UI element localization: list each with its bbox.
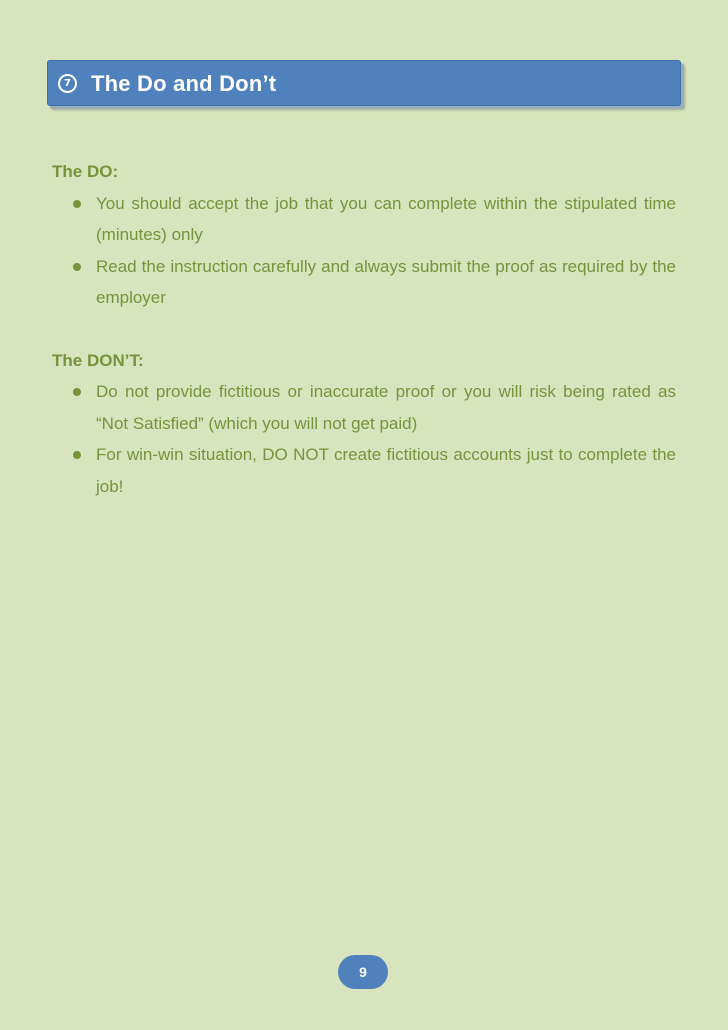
bullet-icon xyxy=(73,451,81,459)
dont-heading: The DON’T: xyxy=(52,350,144,370)
section-number: 7 xyxy=(60,76,75,91)
section-title: The Do and Don’t xyxy=(91,71,277,96)
dont-list-item xyxy=(52,439,676,502)
dont-item-text: For win-win situation, DO NOT create fictitious accounts just to complete the job! xyxy=(96,445,676,496)
page-number-badge xyxy=(338,955,388,989)
section-number-badge xyxy=(58,74,77,93)
do-list-item xyxy=(52,188,676,251)
page-number: 9 xyxy=(359,964,367,980)
bullet-icon xyxy=(73,200,81,208)
do-list xyxy=(52,188,676,314)
dont-item-text: Do not provide fictitious or inaccurate proof or you will risk being rated as “Not Satisfied” (which you will not get paid) xyxy=(96,382,676,433)
dont-list-item xyxy=(52,376,676,439)
bullet-icon xyxy=(73,263,81,271)
bullet-icon xyxy=(73,388,81,396)
do-heading: The DO: xyxy=(52,162,119,181)
dont-block xyxy=(52,345,676,503)
section-header xyxy=(47,60,681,106)
do-list-item xyxy=(52,251,676,314)
page-content xyxy=(52,156,676,502)
do-block xyxy=(52,156,676,314)
dont-list xyxy=(52,376,676,502)
do-item-text: You should accept the job that you can complete within the stipulated time (minutes) only xyxy=(96,193,676,244)
block-spacer xyxy=(52,314,676,345)
do-item-text: Read the instruction carefully and always submit the proof as required by the employer xyxy=(96,256,676,307)
